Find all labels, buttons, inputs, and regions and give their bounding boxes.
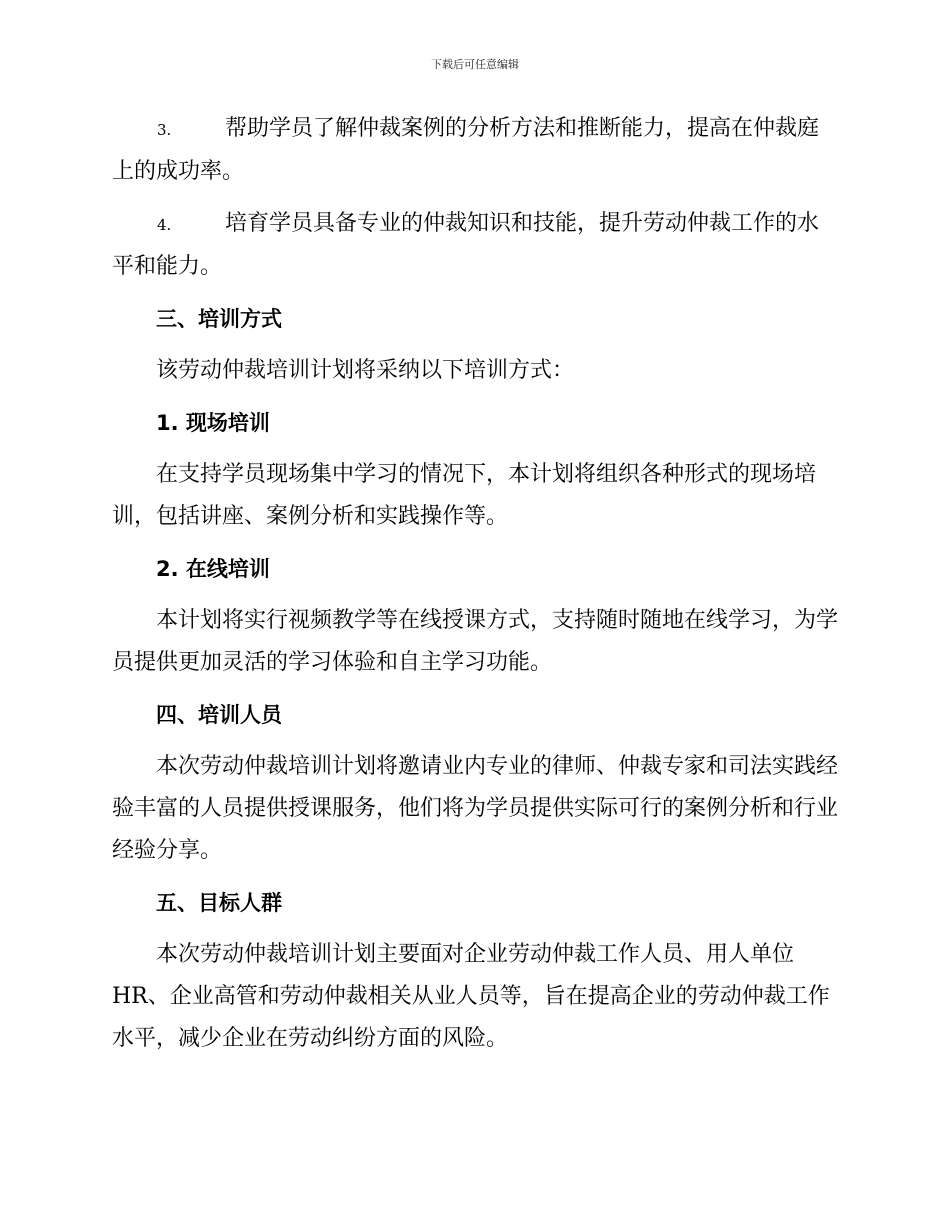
- document-body: [112, 108, 838, 1070]
- subsection-heading-online: 2. 在线培训: [156, 557, 270, 581]
- section-heading-training-methods: 三、培训方式: [156, 307, 282, 331]
- list-item-4: [112, 203, 838, 288]
- subsection-heading-onsite: 1. 现场培训: [156, 411, 270, 435]
- list-item-3: [112, 108, 838, 193]
- list-item-number: 3.: [157, 121, 172, 139]
- subsection-text-onsite: 在支持学员现场集中学习的情况下，本计划将组织各种形式的现场培训，包括讲座、案例分析和实践操作等。: [112, 462, 817, 529]
- page-header: 下载后可任意编辑: [431, 58, 519, 71]
- section-heading-trainers: 四、培训人员: [156, 703, 282, 727]
- section-heading-target-audience: 五、目标人群: [156, 891, 282, 915]
- list-item-number: 4.: [157, 216, 172, 234]
- section-text-target-audience: 本次劳动仲裁培训计划主要面对企业劳动仲裁工作人员、用人单位HR、企业高管和劳动仲裁相关从业人员等，旨在提高企业的劳动仲裁工作水平，减少企业在劳动纠纷方面的风险。: [112, 942, 830, 1051]
- list-item-text: 帮助学员了解仲裁案例的分析方法和推断能力，提高在仲裁庭上的成功率。: [112, 116, 820, 184]
- section-intro: 该劳动仲裁培训计划将采纳以下培训方式：: [156, 358, 575, 383]
- list-item-text: 培育学员具备专业的仲裁知识和技能，提升劳动仲裁工作的水平和能力。: [112, 211, 820, 279]
- subsection-text-online: 本计划将实行视频教学等在线授课方式，支持随时随地在线学习，为学员提供更加灵活的学习体验和自主学习功能。: [112, 608, 839, 675]
- section-text-trainers: 本次劳动仲裁培训计划将邀请业内专业的律师、仲裁专家和司法实践经验丰富的人员提供授课服务，他们将为学员提供实际可行的案例分析和行业经验分享。: [112, 754, 839, 863]
